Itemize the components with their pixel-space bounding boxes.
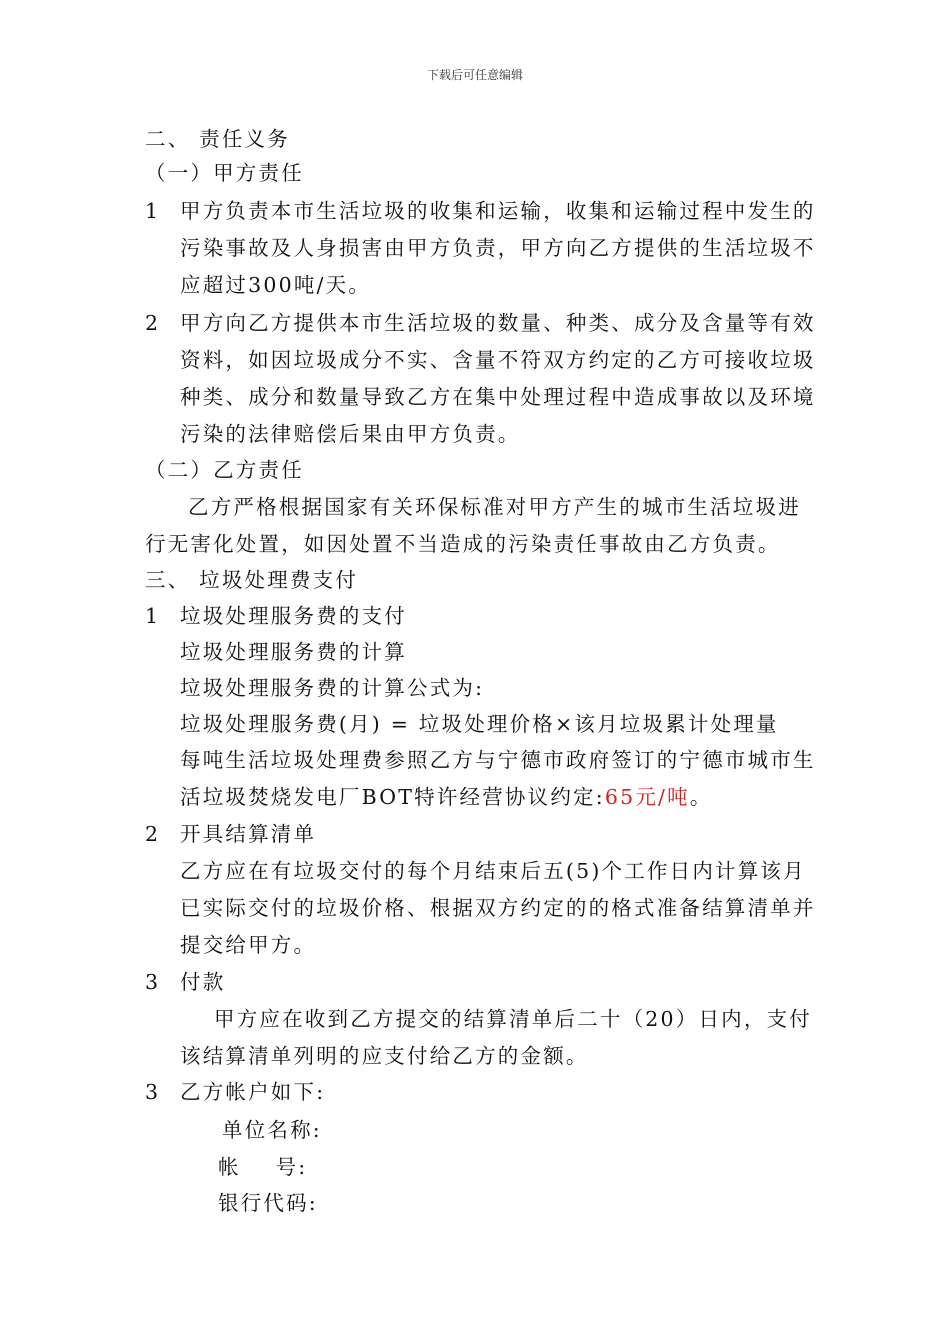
formula-line: 垃圾处理服务费(月) = 垃圾处理价格×该月垃圾累计处理量	[180, 712, 779, 736]
paragraph-line: 垃圾处理服务费的计算公式为:	[180, 676, 485, 700]
paragraph-line: 资料，如因垃圾成分不实、含量不符双方约定的乙方可接收垃圾	[180, 348, 816, 372]
section-heading-2: 二、 责任义务	[145, 127, 290, 151]
page-header-note: 下载后可任意编辑	[426, 68, 523, 82]
bank-code-label: 银行代码:	[218, 1191, 318, 1215]
account-number-label: 帐 号:	[218, 1155, 308, 1179]
account-name-label: 单位名称:	[222, 1118, 322, 1142]
price-highlight: 65元/吨	[604, 785, 690, 809]
item-number: 3	[145, 970, 159, 994]
paragraph-line: 乙方严格根据国家有关环保标准对甲方产生的城市生活垃圾进	[188, 495, 801, 519]
subsection-heading-party-a: （一）甲方责任	[145, 161, 304, 185]
paragraph-line: 污染的法律赔偿后果由甲方负责。	[180, 422, 521, 446]
item-number: 2	[145, 311, 159, 335]
paragraph-line: 垃圾处理服务费的计算	[180, 640, 407, 664]
item-number: 2	[145, 822, 159, 846]
subsection-heading-party-b: （二）乙方责任	[145, 458, 304, 482]
paragraph-line: 乙方应在有垃圾交付的每个月结束后五(5)个工作日内计算该月	[180, 859, 806, 883]
paragraph-line: 甲方应在收到乙方提交的结算清单后二十（20）日内，支付	[214, 1007, 812, 1031]
paragraph-line: 行无害化处置，如因处置不当造成的污染责任事故由乙方负责。	[145, 532, 781, 556]
paragraph-line: 每吨生活垃圾处理费参照乙方与宁德市政府签订的宁德市城市生	[180, 748, 816, 772]
item-title: 付款	[180, 970, 226, 994]
item-number: 3	[145, 1080, 159, 1104]
item-title: 开具结算清单	[180, 822, 317, 846]
paragraph-line: 该结算清单列明的应支付给乙方的金额。	[180, 1044, 589, 1068]
item-number: 1	[145, 199, 159, 223]
paragraph-line	[180, 785, 713, 809]
paragraph-line: 应超过300吨/天。	[180, 273, 372, 297]
paragraph-text: 活垃圾焚烧发电厂BOT特许经营协议约定:	[180, 785, 605, 809]
paragraph-line: 种类、成分和数量导致乙方在集中处理过程中造成事故以及环境	[180, 385, 816, 409]
paragraph-line: 提交给甲方。	[180, 933, 317, 957]
item-number: 1	[145, 604, 159, 628]
item-title: 乙方帐户如下:	[180, 1080, 326, 1104]
paragraph-line: 甲方负责本市生活垃圾的收集和运输，收集和运输过程中发生的	[180, 199, 816, 223]
paragraph-line: 甲方向乙方提供本市生活垃圾的数量、种类、成分及含量等有效	[180, 311, 816, 335]
paragraph-line: 污染事故及人身损害由甲方负责，甲方向乙方提供的生活垃圾不	[180, 236, 816, 260]
paragraph-punct: 。	[689, 785, 713, 809]
section-heading-3: 三、 垃圾处理费支付	[145, 568, 359, 592]
paragraph-line: 已实际交付的垃圾价格、根据双方约定的的格式准备结算清单并	[180, 896, 816, 920]
item-title: 垃圾处理服务费的支付	[180, 604, 407, 628]
